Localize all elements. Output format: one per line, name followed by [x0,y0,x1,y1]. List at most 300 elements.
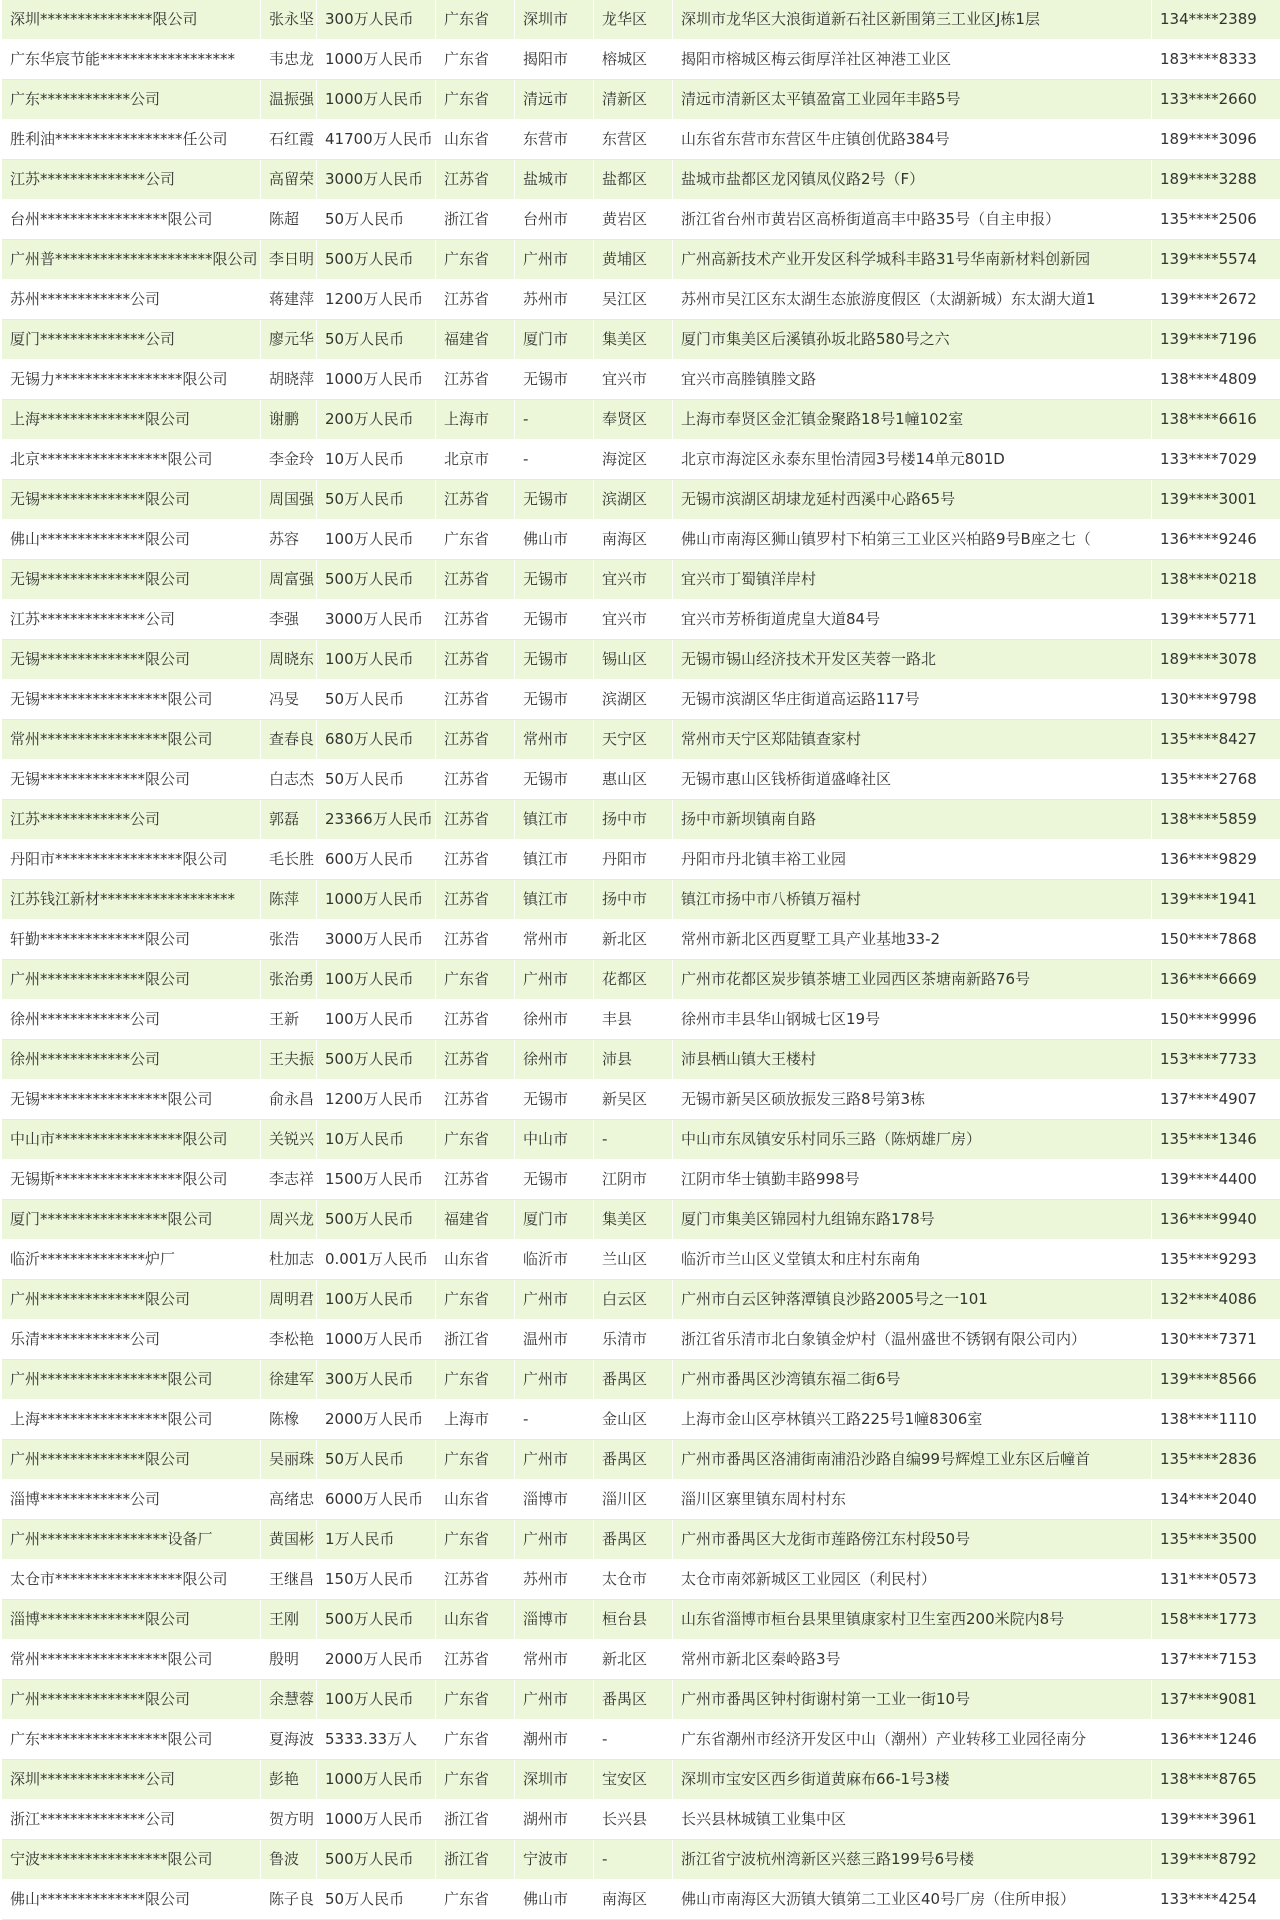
table-row [2,920,1280,960]
table-row [2,200,1280,240]
cell-company: 胜利油*****************任公司 [2,120,261,160]
table-row [2,1560,1280,1600]
cell-city: 温州市 [515,1320,594,1360]
table-row [2,680,1280,720]
table-row [2,1120,1280,1160]
cell-address: 上海市金山区亭林镇兴工路225号1幢8306室 [673,1400,1152,1440]
cell-person: 王继昌 [261,1560,317,1600]
cell-prov: 广东省 [436,0,515,40]
cell-company: 广州**************限公司 [2,1680,261,1720]
cell-person: 周国强 [261,480,317,520]
cell-city: 广州市 [515,960,594,1000]
cell-company: 淄博************公司 [2,1480,261,1520]
cell-prov: 山东省 [436,120,515,160]
cell-company: 佛山**************限公司 [2,1880,261,1920]
cell-city: 佛山市 [515,1880,594,1920]
cell-prov: 江苏省 [436,560,515,600]
cell-address: 广东省潮州市经济开发区中山（潮州）产业转移工业园径南分 [673,1720,1152,1760]
cell-capital: 500万人民币 [317,1200,436,1240]
cell-company: 台州*****************限公司 [2,200,261,240]
cell-company: 无锡力*****************限公司 [2,360,261,400]
table-row [2,1000,1280,1040]
cell-city: 徐州市 [515,1000,594,1040]
cell-district: 白云区 [594,1280,673,1320]
cell-address: 广州市番禺区钟村街谢村第一工业一街10号 [673,1680,1152,1720]
cell-capital: 500万人民币 [317,1040,436,1080]
cell-district: 吴江区 [594,280,673,320]
cell-phone: 139****2672 [1152,280,1280,320]
table-row [2,80,1280,120]
cell-person: 高留荣 [261,160,317,200]
table-row [2,160,1280,200]
cell-company: 广州*****************设备厂 [2,1520,261,1560]
cell-person: 石红霞 [261,120,317,160]
cell-address: 江阴市华士镇勤丰路998号 [673,1160,1152,1200]
table-row [2,1760,1280,1800]
cell-prov: 北京市 [436,440,515,480]
cell-phone: 134****2389 [1152,0,1280,40]
cell-company: 浙江**************公司 [2,1800,261,1840]
cell-district: 番禺区 [594,1520,673,1560]
cell-company: 广东华宸节能****************** [2,40,261,80]
cell-prov: 江苏省 [436,1040,515,1080]
cell-person: 鲁波 [261,1840,317,1880]
cell-city: 苏州市 [515,280,594,320]
cell-district: 新北区 [594,920,673,960]
cell-capital: 300万人民币 [317,0,436,40]
cell-prov: 上海市 [436,1400,515,1440]
cell-capital: 50万人民币 [317,480,436,520]
cell-district: 黄岩区 [594,200,673,240]
cell-address: 山东省淄博市桓台县果里镇康家村卫生室西200米院内8号 [673,1600,1152,1640]
cell-district: 宝安区 [594,1760,673,1800]
cell-address: 山东省东营市东营区牛庄镇创优路384号 [673,120,1152,160]
cell-company: 江苏**************公司 [2,160,261,200]
cell-person: 胡晓萍 [261,360,317,400]
cell-city: 苏州市 [515,1560,594,1600]
table-row [2,40,1280,80]
table-row [2,1360,1280,1400]
cell-prov: 广东省 [436,240,515,280]
cell-district: 锡山区 [594,640,673,680]
cell-person: 殷明 [261,1640,317,1680]
cell-address: 宜兴市丁蜀镇洋岸村 [673,560,1152,600]
cell-prov: 江苏省 [436,680,515,720]
cell-company: 太仓市*****************限公司 [2,1560,261,1600]
cell-city: 厦门市 [515,1200,594,1240]
cell-person: 李松艳 [261,1320,317,1360]
cell-phone: 189****3096 [1152,120,1280,160]
cell-capital: 1000万人民币 [317,1320,436,1360]
cell-capital: 1200万人民币 [317,280,436,320]
cell-prov: 江苏省 [436,920,515,960]
cell-company: 广东************公司 [2,80,261,120]
cell-district: 丹阳市 [594,840,673,880]
cell-prov: 广东省 [436,1720,515,1760]
cell-city: - [515,1400,594,1440]
cell-prov: 广东省 [436,960,515,1000]
cell-district: 集美区 [594,320,673,360]
table-row [2,1880,1280,1920]
cell-company: 徐州************公司 [2,1000,261,1040]
cell-district: 宜兴市 [594,600,673,640]
cell-phone: 153****7733 [1152,1040,1280,1080]
cell-person: 周明君 [261,1280,317,1320]
cell-capital: 500万人民币 [317,1840,436,1880]
cell-address: 丹阳市丹北镇丰裕工业园 [673,840,1152,880]
cell-person: 李金玲 [261,440,317,480]
cell-district: 扬中市 [594,800,673,840]
cell-prov: 广东省 [436,520,515,560]
cell-address: 佛山市南海区狮山镇罗村下柏第三工业区兴柏路9号B座之七（ [673,520,1152,560]
cell-address: 常州市天宁区郑陆镇查家村 [673,720,1152,760]
cell-phone: 189****3078 [1152,640,1280,680]
cell-capital: 1000万人民币 [317,1760,436,1800]
cell-capital: 6000万人民币 [317,1480,436,1520]
table-row [2,1640,1280,1680]
cell-prov: 广东省 [436,1280,515,1320]
cell-person: 张永坚 [261,0,317,40]
cell-district: 海淀区 [594,440,673,480]
cell-phone: 139****8792 [1152,1840,1280,1880]
cell-phone: 133****7029 [1152,440,1280,480]
table-row [2,440,1280,480]
cell-district: - [594,1120,673,1160]
cell-city: 广州市 [515,1520,594,1560]
cell-prov: 江苏省 [436,1080,515,1120]
cell-prov: 山东省 [436,1480,515,1520]
cell-company: 徐州************公司 [2,1040,261,1080]
cell-prov: 江苏省 [436,1560,515,1600]
cell-company: 江苏************公司 [2,800,261,840]
cell-city: 深圳市 [515,1760,594,1800]
cell-city: 镇江市 [515,840,594,880]
cell-prov: 山东省 [436,1600,515,1640]
cell-person: 李日明 [261,240,317,280]
cell-district: 滨湖区 [594,680,673,720]
cell-company: 无锡斯*****************限公司 [2,1160,261,1200]
cell-phone: 138****8765 [1152,1760,1280,1800]
cell-capital: 1000万人民币 [317,360,436,400]
cell-capital: 600万人民币 [317,840,436,880]
cell-prov: 浙江省 [436,1320,515,1360]
cell-person: 王刚 [261,1600,317,1640]
cell-person: 高绪忠 [261,1480,317,1520]
cell-capital: 100万人民币 [317,640,436,680]
cell-district: 集美区 [594,1200,673,1240]
cell-address: 徐州市丰县华山钢城七区19号 [673,1000,1152,1040]
cell-capital: 50万人民币 [317,760,436,800]
table-body [2,0,1280,1920]
cell-company: 上海**************限公司 [2,400,261,440]
cell-capital: 500万人民币 [317,240,436,280]
cell-address: 宜兴市高塍镇塍文路 [673,360,1152,400]
cell-prov: 江苏省 [436,600,515,640]
cell-district: 沛县 [594,1040,673,1080]
cell-prov: 广东省 [436,80,515,120]
cell-phone: 135****8427 [1152,720,1280,760]
cell-prov: 江苏省 [436,160,515,200]
cell-person: 关锐兴 [261,1120,317,1160]
cell-company: 无锡*****************限公司 [2,680,261,720]
table-row [2,840,1280,880]
cell-address: 临沂市兰山区义堂镇太和庄村东南角 [673,1240,1152,1280]
cell-company: 常州*****************限公司 [2,1640,261,1680]
cell-capital: 100万人民币 [317,1280,436,1320]
cell-phone: 130****9798 [1152,680,1280,720]
cell-phone: 135****9293 [1152,1240,1280,1280]
cell-company: 广东*****************限公司 [2,1720,261,1760]
table-row [2,1280,1280,1320]
cell-person: 彭艳 [261,1760,317,1800]
cell-person: 苏容 [261,520,317,560]
cell-district: 兰山区 [594,1240,673,1280]
cell-capital: 100万人民币 [317,1000,436,1040]
cell-phone: 139****5771 [1152,600,1280,640]
cell-capital: 3000万人民币 [317,920,436,960]
cell-company: 无锡**************限公司 [2,480,261,520]
cell-prov: 江苏省 [436,1000,515,1040]
cell-city: 深圳市 [515,0,594,40]
cell-capital: 1500万人民币 [317,1160,436,1200]
cell-prov: 江苏省 [436,1640,515,1680]
cell-address: 浙江省台州市黄岩区高桥街道高丰中路35号（自主申报） [673,200,1152,240]
table-row [2,640,1280,680]
cell-address: 广州市番禺区沙湾镇东福二街6号 [673,1360,1152,1400]
cell-company: 淄博**************限公司 [2,1600,261,1640]
cell-district: 惠山区 [594,760,673,800]
table-row [2,1400,1280,1440]
cell-person: 白志杰 [261,760,317,800]
cell-prov: 江苏省 [436,1160,515,1200]
cell-company: 广州普*********************限公司 [2,240,261,280]
cell-phone: 139****8566 [1152,1360,1280,1400]
cell-person: 陈超 [261,200,317,240]
cell-phone: 135****1346 [1152,1120,1280,1160]
cell-prov: 江苏省 [436,720,515,760]
cell-capital: 50万人民币 [317,320,436,360]
cell-city: 镇江市 [515,880,594,920]
cell-person: 徐建军 [261,1360,317,1400]
cell-person: 陈萍 [261,880,317,920]
cell-city: 广州市 [515,1440,594,1480]
cell-company: 无锡**************限公司 [2,640,261,680]
cell-address: 宜兴市芳桥街道虎皇大道84号 [673,600,1152,640]
cell-phone: 135****3500 [1152,1520,1280,1560]
cell-city: 常州市 [515,1640,594,1680]
cell-phone: 139****5574 [1152,240,1280,280]
cell-capital: 150万人民币 [317,1560,436,1600]
cell-phone: 139****3961 [1152,1800,1280,1840]
cell-address: 长兴县林城镇工业集中区 [673,1800,1152,1840]
cell-address: 淄川区寨里镇东周村村东 [673,1480,1152,1520]
cell-person: 温振强 [261,80,317,120]
cell-city: 广州市 [515,240,594,280]
cell-company: 中山市*****************限公司 [2,1120,261,1160]
table-row [2,1720,1280,1760]
cell-phone: 133****2660 [1152,80,1280,120]
cell-district: - [594,1840,673,1880]
cell-city: 广州市 [515,1680,594,1720]
cell-district: 宜兴市 [594,560,673,600]
cell-address: 浙江省乐清市北白象镇金炉村（温州盛世不锈钢有限公司内） [673,1320,1152,1360]
cell-district: 宜兴市 [594,360,673,400]
cell-company: 宁波*****************限公司 [2,1840,261,1880]
cell-prov: 广东省 [436,40,515,80]
cell-person: 杜加志 [261,1240,317,1280]
cell-capital: 1万人民币 [317,1520,436,1560]
cell-phone: 139****3001 [1152,480,1280,520]
cell-address: 清远市清新区太平镇盈富工业园年丰路5号 [673,80,1152,120]
cell-phone: 135****2768 [1152,760,1280,800]
cell-phone: 138****1110 [1152,1400,1280,1440]
cell-capital: 50万人民币 [317,1440,436,1480]
cell-person: 张浩 [261,920,317,960]
cell-capital: 41700万人民币 [317,120,436,160]
cell-phone: 139****7196 [1152,320,1280,360]
cell-prov: 浙江省 [436,200,515,240]
cell-address: 深圳市宝安区西乡街道黄麻布66-1号3楼 [673,1760,1152,1800]
cell-capital: 10万人民币 [317,440,436,480]
cell-city: - [515,440,594,480]
cell-city: 潮州市 [515,1720,594,1760]
cell-company: 临沂**************炉厂 [2,1240,261,1280]
cell-phone: 132****4086 [1152,1280,1280,1320]
cell-capital: 23366万人民币 [317,800,436,840]
cell-company: 江苏钱江新材****************** [2,880,261,920]
cell-city: 无锡市 [515,680,594,720]
cell-company: 厦门**************公司 [2,320,261,360]
cell-company: 广州**************限公司 [2,960,261,1000]
cell-capital: 50万人民币 [317,680,436,720]
cell-person: 查春良 [261,720,317,760]
cell-prov: 上海市 [436,400,515,440]
table-row [2,600,1280,640]
cell-phone: 131****0573 [1152,1560,1280,1600]
cell-prov: 广东省 [436,1880,515,1920]
cell-phone: 130****7371 [1152,1320,1280,1360]
cell-capital: 500万人民币 [317,1600,436,1640]
cell-phone: 135****2506 [1152,200,1280,240]
table-row [2,1200,1280,1240]
cell-phone: 138****6616 [1152,400,1280,440]
cell-phone: 150****7868 [1152,920,1280,960]
cell-district: 榕城区 [594,40,673,80]
table-row [2,1080,1280,1120]
cell-person: 韦忠龙 [261,40,317,80]
cell-address: 佛山市南海区大沥镇大镇第二工业区40号厂房（住所申报） [673,1880,1152,1920]
cell-prov: 浙江省 [436,1800,515,1840]
cell-city: 常州市 [515,720,594,760]
cell-address: 沛县栖山镇大王楼村 [673,1040,1152,1080]
table-row [2,720,1280,760]
table-row [2,1240,1280,1280]
table-row [2,560,1280,600]
cell-capital: 100万人民币 [317,960,436,1000]
cell-company: 广州*****************限公司 [2,1360,261,1400]
cell-city: - [515,400,594,440]
cell-phone: 133****4254 [1152,1880,1280,1920]
cell-city: 淄博市 [515,1600,594,1640]
cell-company: 乐清************公司 [2,1320,261,1360]
cell-city: 无锡市 [515,360,594,400]
cell-district: 丰县 [594,1000,673,1040]
cell-district: 淄川区 [594,1480,673,1520]
cell-capital: 680万人民币 [317,720,436,760]
table-row [2,1800,1280,1840]
cell-address: 无锡市新吴区硕放振发三路8号第3栋 [673,1080,1152,1120]
cell-person: 冯旻 [261,680,317,720]
cell-capital: 200万人民币 [317,400,436,440]
cell-phone: 138****4809 [1152,360,1280,400]
table-row [2,360,1280,400]
cell-capital: 500万人民币 [317,560,436,600]
cell-company: 深圳***************限公司 [2,0,261,40]
cell-city: 镇江市 [515,800,594,840]
cell-district: 清新区 [594,80,673,120]
cell-company: 广州**************限公司 [2,1280,261,1320]
cell-district: 江阴市 [594,1160,673,1200]
cell-city: 中山市 [515,1120,594,1160]
cell-prov: 广东省 [436,1680,515,1720]
company-table [2,0,1280,1920]
cell-city: 无锡市 [515,1160,594,1200]
cell-capital: 5333.33万人 [317,1720,436,1760]
cell-phone: 138****0218 [1152,560,1280,600]
cell-phone: 137****9081 [1152,1680,1280,1720]
cell-city: 湖州市 [515,1800,594,1840]
cell-prov: 江苏省 [436,480,515,520]
cell-city: 揭阳市 [515,40,594,80]
cell-district: 盐都区 [594,160,673,200]
cell-company: 常州*****************限公司 [2,720,261,760]
cell-phone: 139****1941 [1152,880,1280,920]
cell-address: 无锡市惠山区钱桥街道盛峰社区 [673,760,1152,800]
cell-person: 毛长胜 [261,840,317,880]
cell-district: 东营区 [594,120,673,160]
cell-district: 天宁区 [594,720,673,760]
cell-person: 周兴龙 [261,1200,317,1240]
table-row [2,960,1280,1000]
cell-district: 番禺区 [594,1360,673,1400]
cell-address: 广州市番禺区洛浦街南浦沿沙路自编99号辉煌工业东区后幢首 [673,1440,1152,1480]
cell-capital: 3000万人民币 [317,160,436,200]
cell-prov: 江苏省 [436,840,515,880]
cell-district: - [594,1720,673,1760]
table-row [2,1600,1280,1640]
cell-capital: 100万人民币 [317,520,436,560]
cell-phone: 136****9940 [1152,1200,1280,1240]
cell-address: 无锡市滨湖区胡埭龙延村西溪中心路65号 [673,480,1152,520]
cell-person: 廖元华 [261,320,317,360]
cell-company: 无锡**************限公司 [2,560,261,600]
cell-person: 张治勇 [261,960,317,1000]
cell-city: 临沂市 [515,1240,594,1280]
cell-capital: 50万人民币 [317,200,436,240]
cell-address: 无锡市锡山经济技术开发区芙蓉一路北 [673,640,1152,680]
cell-capital: 1200万人民币 [317,1080,436,1120]
cell-city: 无锡市 [515,640,594,680]
table-row [2,280,1280,320]
cell-person: 李志祥 [261,1160,317,1200]
cell-phone: 138****5859 [1152,800,1280,840]
cell-address: 揭阳市榕城区梅云街厚洋社区神港工业区 [673,40,1152,80]
cell-phone: 139****4400 [1152,1160,1280,1200]
cell-city: 佛山市 [515,520,594,560]
cell-company: 苏州************公司 [2,280,261,320]
cell-city: 东营市 [515,120,594,160]
cell-city: 广州市 [515,1280,594,1320]
